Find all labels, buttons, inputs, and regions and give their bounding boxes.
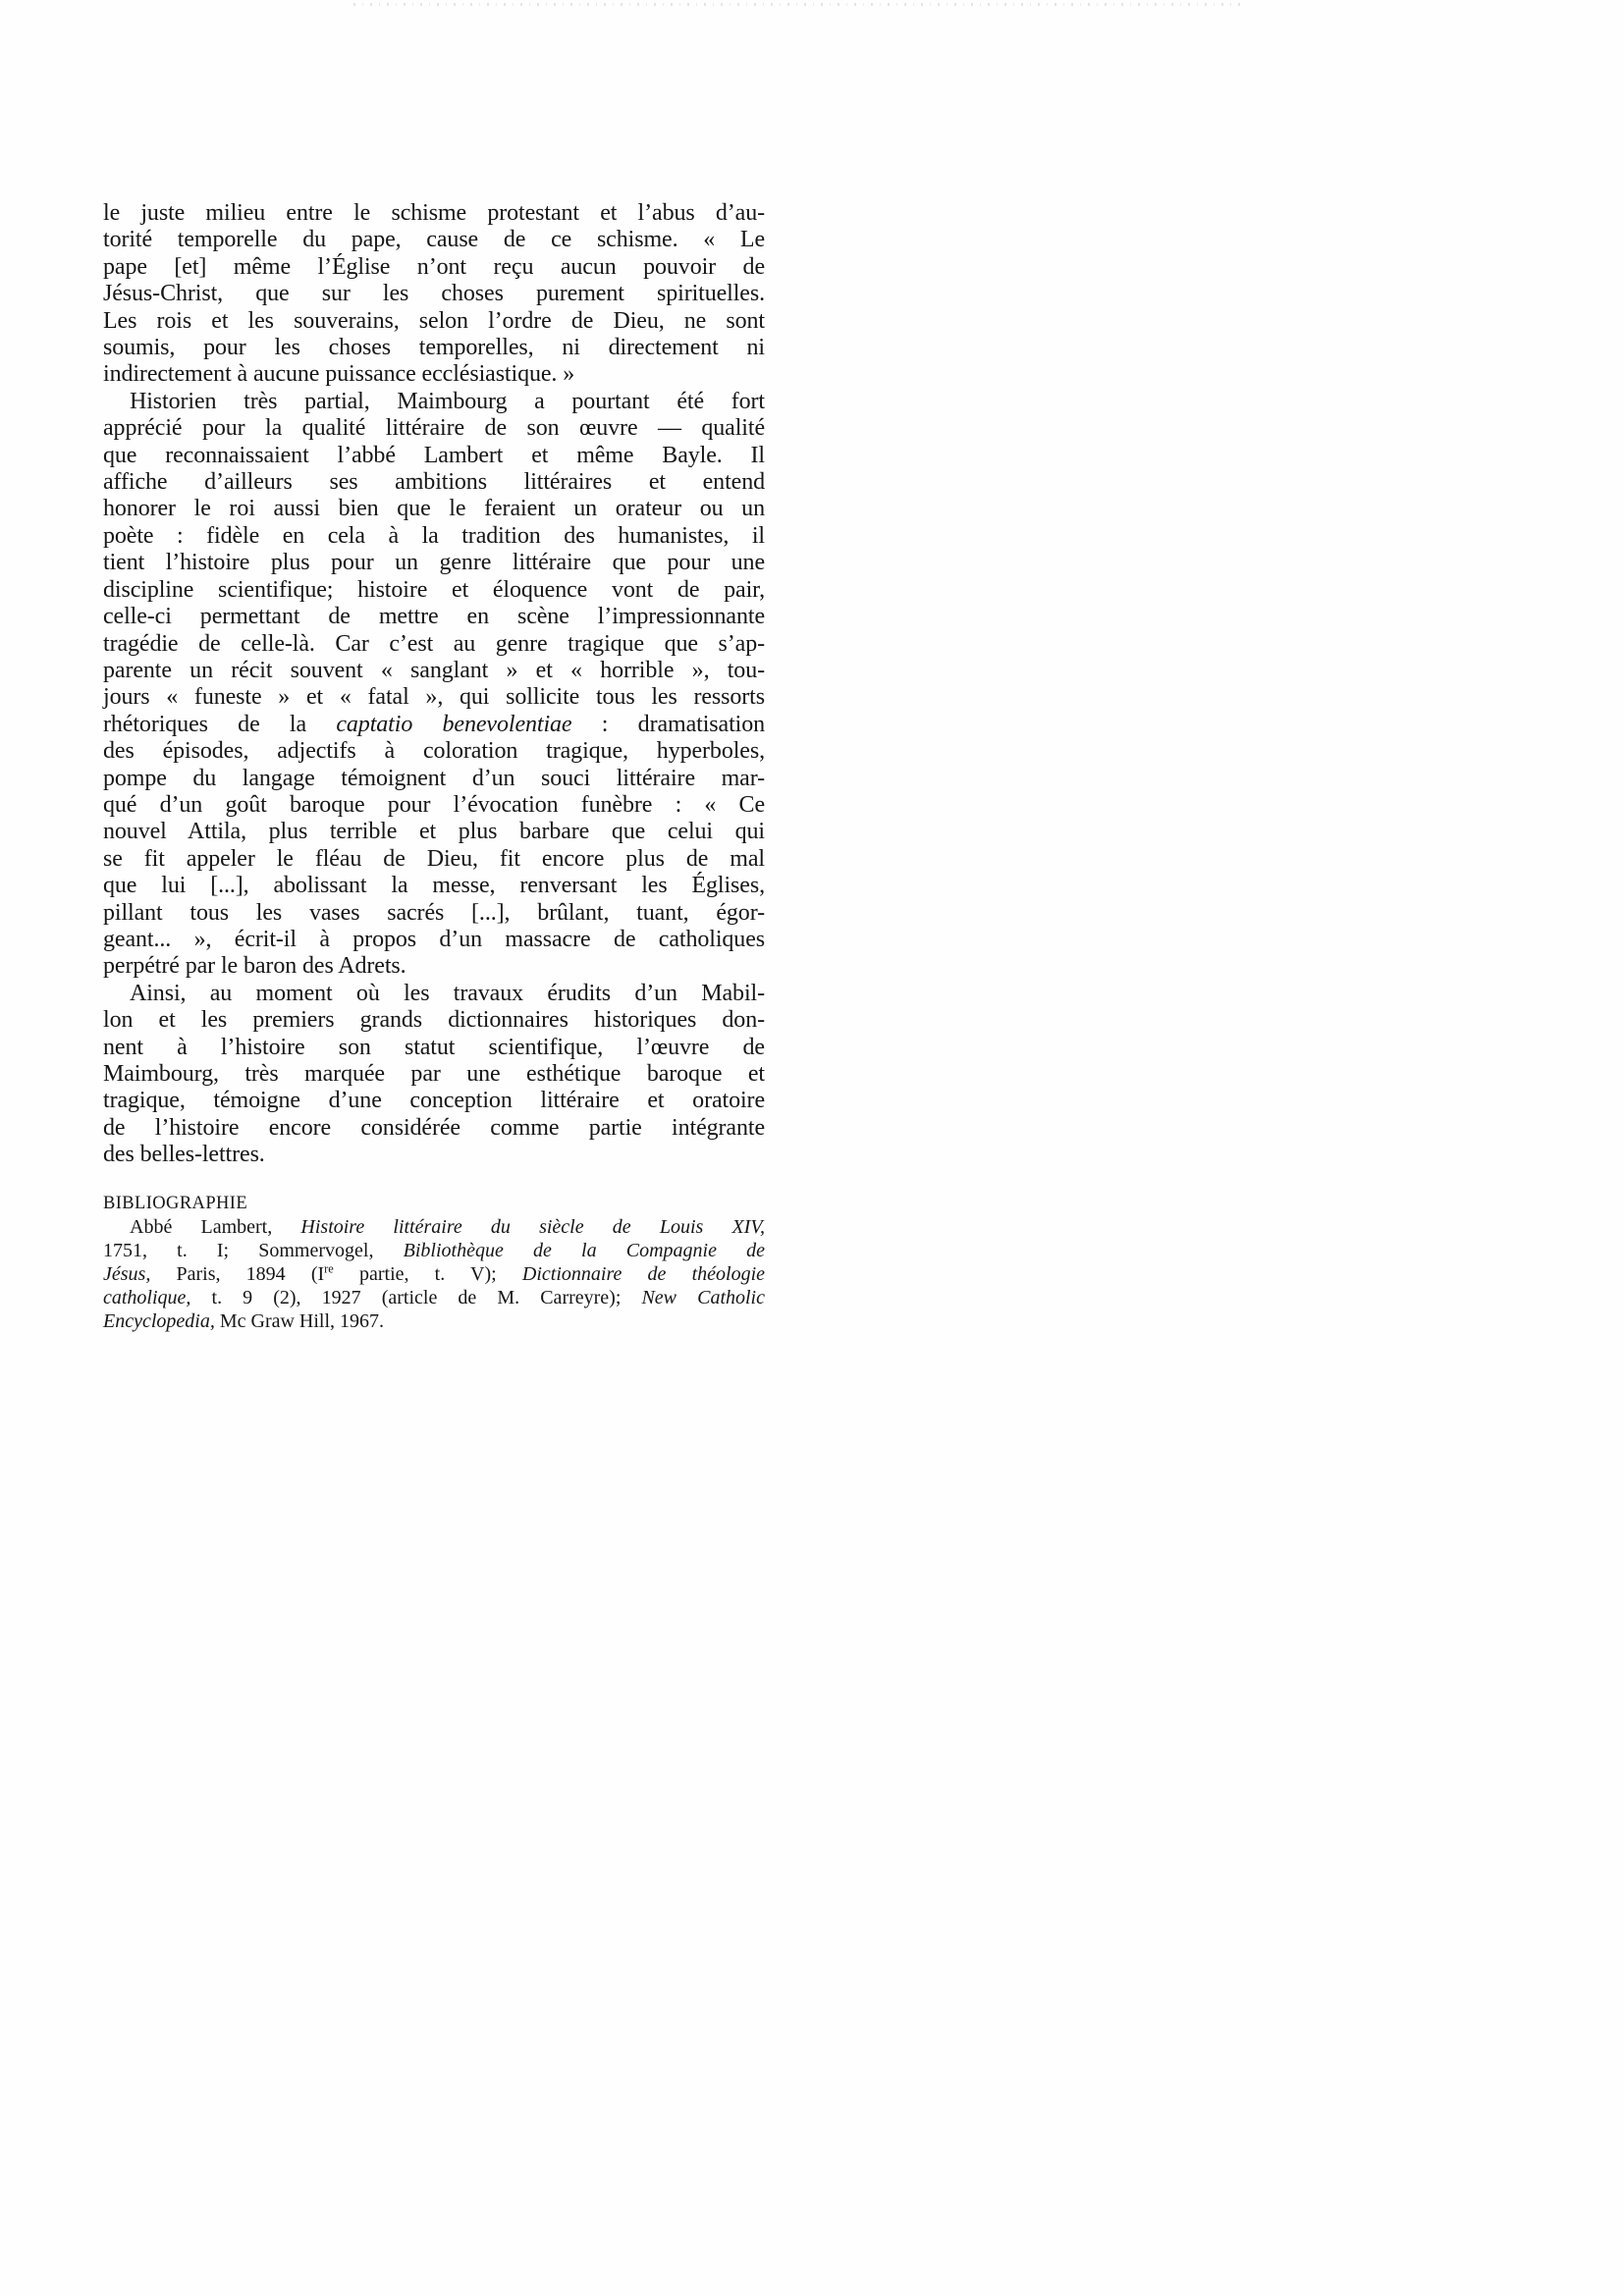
- text-line: discipline scientifique; histoire et éloquence vont de pair,: [103, 576, 765, 603]
- text-line: soumis, pour les choses temporelles, ni directement ni: [103, 335, 765, 361]
- paragraph: [103, 389, 765, 981]
- text-line: lon et les premiers grands dictionnaires historiques don-: [103, 1007, 765, 1034]
- article-body: [103, 200, 765, 1169]
- scan-artifact-top-edge: [353, 3, 1247, 6]
- text-line: que reconnaissaient l’abbé Lambert et même Bayle. Il: [103, 442, 765, 468]
- text-line: Jésus, Paris, 1894 (Ire partie, t. V); Dictionnaire de théologie: [103, 1260, 765, 1285]
- text-line: le juste milieu entre le schisme protestant et l’abus d’au-: [103, 200, 765, 226]
- paragraph: [103, 1215, 765, 1333]
- text-line: catholique, t. 9 (2), 1927 (article de M. Carreyre); New Catholic: [103, 1286, 765, 1308]
- text-line: Maimbourg, très marquée par une esthétique baroque et: [103, 1061, 765, 1087]
- text-line: rhétoriques de la captatio benevolentiae : dramatisation: [103, 711, 766, 737]
- text-line: apprécié pour la qualité littéraire de son œuvre — qualité: [103, 415, 765, 442]
- text-line: torité temporelle du pape, cause de ce schisme. « Le: [103, 227, 765, 253]
- text-line: se fit appeler le fléau de Dieu, fit encore plus de mal: [103, 845, 765, 872]
- text-line: parente un récit souvent « sanglant » et « horrible », tou-: [103, 657, 765, 683]
- paragraph: [103, 981, 765, 1169]
- text-line: Ainsi, au moment où les travaux érudits d’un Mabil-: [130, 980, 765, 1006]
- text-line: Encyclopedia, Mc Graw Hill, 1967.: [103, 1309, 385, 1332]
- text-line: des épisodes, adjectifs à coloration tragique, hyperboles,: [103, 738, 765, 765]
- paragraph: [103, 200, 765, 389]
- text-line: Jésus-Christ, que sur les choses purement spirituelles.: [103, 281, 765, 307]
- bibliography-body: [103, 1215, 765, 1333]
- text-line: honorer le roi aussi bien que le feraient un orateur ou un: [103, 496, 765, 522]
- text-line: poète : fidèle en cela à la tradition des humanistes, il: [103, 522, 765, 549]
- text-line: que lui [...], abolissant la messe, renversant les Églises,: [103, 873, 765, 899]
- text-line: Les rois et les souverains, selon l’ordre de Dieu, ne sont: [103, 307, 765, 334]
- text-line: pillant tous les vases sacrés [...], brûlant, tuant, égor-: [103, 899, 765, 926]
- text-line: qué d’un goût baroque pour l’évocation funèbre : « Ce: [103, 791, 765, 818]
- text-line: indirectement à aucune puissance ecclésiastique. »: [103, 361, 575, 388]
- text-line: geant... », écrit-il à propos d’un massacre de catholiques: [103, 926, 765, 952]
- text-line: pompe du langage témoignent d’un souci littéraire mar-: [103, 765, 765, 791]
- text-line: tragédie de celle-là. Car c’est au genre tragique que s’ap-: [103, 630, 765, 657]
- text-line: Abbé Lambert, Histoire littéraire du siècle de Louis XIV,: [130, 1215, 765, 1238]
- text-line: des belles-lettres.: [103, 1142, 265, 1168]
- text-line: perpétré par le baron des Adrets.: [103, 953, 406, 980]
- article-text-column: [103, 200, 765, 1333]
- text-line: tragique, témoigne d’une conception littéraire et oratoire: [103, 1088, 765, 1114]
- text-line: jours « funeste » et « fatal », qui sollicite tous les ressorts: [103, 684, 765, 711]
- text-line: celle-ci permettant de mettre en scène l’impressionnante: [103, 604, 765, 630]
- text-line: nent à l’histoire son statut scientifique, l’œuvre de: [103, 1034, 765, 1060]
- text-line: nouvel Attila, plus terrible et plus barbare que celui qui: [103, 819, 765, 845]
- text-line: pape [et] même l’Église n’ont reçu aucun pouvoir de: [103, 253, 765, 280]
- text-line: tient l’histoire plus pour un genre littéraire que pour une: [103, 550, 765, 576]
- text-line: affiche d’ailleurs ses ambitions littéraires et entend: [103, 469, 765, 496]
- text-line: Historien très partial, Maimbourg a pourtant été fort: [130, 388, 765, 414]
- text-line: 1751, t. I; Sommervogel, Bibliothèque de la Compagnie de: [103, 1239, 765, 1261]
- text-line: de l’histoire encore considérée comme partie intégrante: [103, 1114, 765, 1141]
- bibliography-heading: BIBLIOGRAPHIE: [103, 1193, 248, 1213]
